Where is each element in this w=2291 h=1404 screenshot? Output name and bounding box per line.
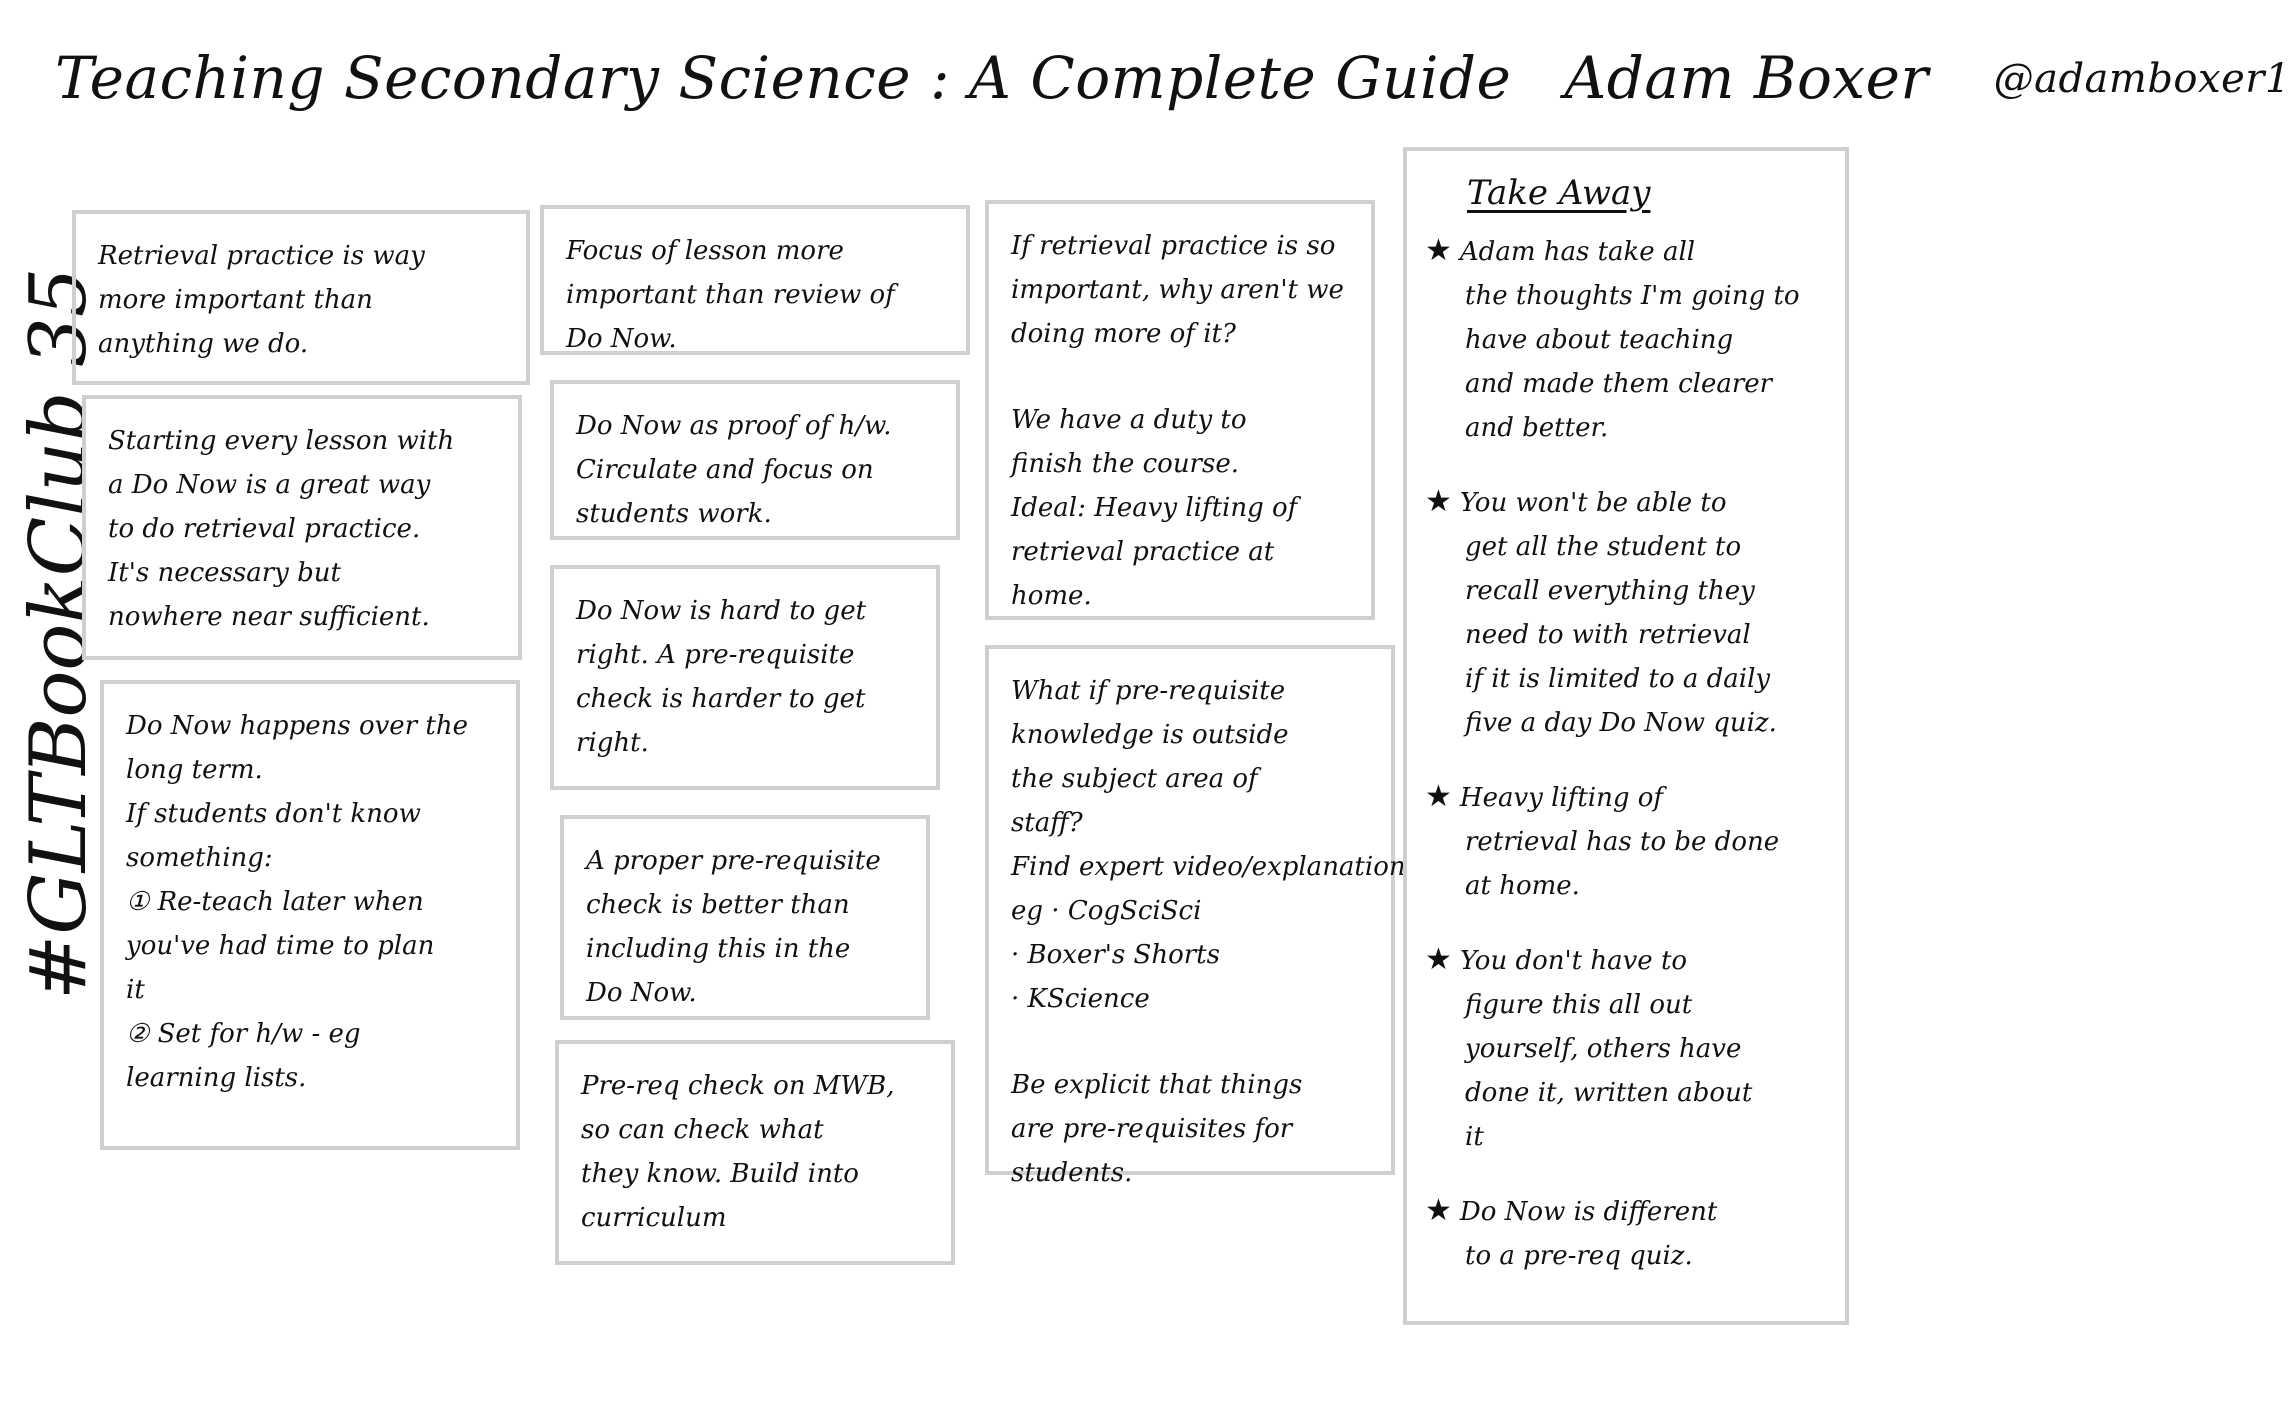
book-title: Teaching Secondary Science : A Complete Guide: [55, 44, 1512, 112]
note-card: [550, 565, 940, 790]
spacer: [1011, 1021, 1369, 1063]
note-line: to do retrieval practice.: [108, 514, 421, 544]
note-line: learning lists.: [126, 1063, 307, 1093]
note-line: Be explicit that things: [1011, 1070, 1303, 1100]
note-line: students work.: [576, 499, 772, 529]
note-line: more important than: [98, 285, 373, 315]
note-line: Pre-req check on MWB,: [581, 1071, 895, 1101]
takeaway-line: have about teaching: [1465, 325, 1734, 355]
star-icon: ★: [1425, 779, 1452, 814]
star-icon: ★: [1425, 942, 1452, 977]
takeaway-line: and better.: [1465, 413, 1609, 443]
note-line: curriculum: [581, 1203, 727, 1233]
note-line: the subject area of: [1011, 764, 1258, 794]
note-card: [985, 200, 1375, 620]
takeaway-panel: [1403, 147, 1849, 1325]
note-line: staff?: [1011, 808, 1083, 838]
takeaway-line: it: [1465, 1122, 1484, 1152]
note-line: Starting every lesson with: [108, 426, 455, 456]
takeaway-line: retrieval has to be done: [1465, 827, 1780, 857]
takeaway-title: Take Away: [1467, 173, 1651, 213]
spacer: [1011, 356, 1349, 398]
takeaway-point: [1425, 938, 1831, 1159]
note-line: they know. Build into: [581, 1159, 859, 1189]
note-line: Focus of lesson more: [566, 236, 844, 266]
star-icon: ★: [1425, 1193, 1452, 1228]
takeaway-line: Adam has take all: [1459, 237, 1696, 267]
note-card: [550, 380, 960, 540]
note-line: Retrieval practice is way: [98, 241, 425, 271]
takeaway-line: get all the student to: [1465, 532, 1742, 562]
note-line: · Boxer's Shorts: [1011, 940, 1220, 970]
note-card: [540, 205, 970, 355]
note-line: ② Set for h/w - eg: [126, 1019, 361, 1049]
note-line: · KScience: [1011, 984, 1150, 1014]
takeaway-line: the thoughts I'm going to: [1465, 281, 1800, 311]
note-line: it: [126, 975, 145, 1005]
takeaway-line: recall everything they: [1465, 576, 1755, 606]
note-line: Do Now as proof of h/w.: [576, 411, 892, 441]
note-line: anything we do.: [98, 329, 309, 359]
note-line: something:: [126, 843, 273, 873]
takeaway-line: You don't have to: [1459, 946, 1688, 976]
note-line: eg · CogSciSci: [1011, 896, 1202, 926]
note-line: check is harder to get: [576, 684, 866, 714]
takeaway-line: Heavy lifting of: [1459, 783, 1664, 813]
note-line: nowhere near sufficient.: [108, 602, 430, 632]
note-line: retrieval practice at: [1011, 537, 1275, 567]
page-title: [55, 38, 2291, 118]
note-line: so can check what: [581, 1115, 824, 1145]
note-card: [555, 1040, 955, 1265]
takeaway-line: Do Now is different: [1459, 1197, 1718, 1227]
note-line: Do Now is hard to get: [576, 596, 867, 626]
note-line: are pre-requisites for: [1011, 1114, 1293, 1144]
note-line: a Do Now is a great way: [108, 470, 431, 500]
takeaway-line: yourself, others have: [1465, 1034, 1742, 1064]
note-line: Ideal: Heavy lifting of: [1011, 493, 1298, 523]
takeaway-line: to a pre-req quiz.: [1465, 1241, 1693, 1271]
note-line: you've had time to plan: [126, 931, 435, 961]
note-line: knowledge is outside: [1011, 720, 1289, 750]
note-line: A proper pre-requisite: [586, 846, 881, 876]
takeaway-line: and made them clearer: [1465, 369, 1773, 399]
takeaway-line: if it is limited to a daily: [1465, 664, 1771, 694]
star-icon: ★: [1425, 484, 1452, 519]
star-icon: ★: [1425, 233, 1452, 268]
note-line: Do Now.: [566, 324, 677, 354]
takeaway-point: [1425, 480, 1831, 745]
takeaway-point: [1425, 229, 1831, 450]
note-line: finish the course.: [1011, 449, 1239, 479]
note-line: right.: [576, 728, 649, 758]
takeaway-line: need to with retrieval: [1465, 620, 1751, 650]
note-line: ① Re-teach later when: [126, 887, 424, 917]
note-line: Find expert video/explanation: [1011, 852, 1406, 882]
note-line: What if pre-requisite: [1011, 676, 1286, 706]
side-label: #GLTBookClub 35: [14, 267, 104, 1000]
note-line: Do Now happens over the: [126, 711, 468, 741]
note-line: right. A pre-requisite: [576, 640, 855, 670]
note-line: It's necessary but: [108, 558, 341, 588]
takeaway-line: five a day Do Now quiz.: [1465, 708, 1777, 738]
note-card: [72, 210, 530, 385]
note-line: doing more of it?: [1011, 319, 1236, 349]
note-line: check is better than: [586, 890, 850, 920]
note-line: home.: [1011, 581, 1092, 611]
takeaway-line: figure this all out: [1465, 990, 1693, 1020]
takeaway-point: [1425, 775, 1831, 908]
takeaway-line: at home.: [1465, 871, 1580, 901]
twitter-handle: @adamboxer1: [1993, 56, 2291, 102]
note-card: [560, 815, 930, 1020]
note-line: long term.: [126, 755, 263, 785]
takeaway-point: [1425, 1189, 1831, 1278]
note-line: If retrieval practice is so: [1011, 231, 1336, 261]
note-line: Circulate and focus on: [576, 455, 874, 485]
note-card: [985, 645, 1406, 1188]
note-line: Do Now.: [586, 978, 697, 1008]
note-line: including this in the: [586, 934, 851, 964]
takeaway-line: You won't be able to: [1459, 488, 1727, 518]
author-name: Adam Boxer: [1564, 44, 1929, 112]
takeaway-line: done it, written about: [1465, 1078, 1753, 1108]
note-line: We have a duty to: [1011, 405, 1247, 435]
note-card: [82, 395, 522, 660]
takeaway-points: [1425, 229, 1831, 1278]
note-card: [100, 680, 520, 1150]
note-line: If students don't know: [126, 799, 421, 829]
note-line: students.: [1011, 1158, 1133, 1188]
note-line: important than review of: [566, 280, 895, 310]
note-line: important, why aren't we: [1011, 275, 1344, 305]
